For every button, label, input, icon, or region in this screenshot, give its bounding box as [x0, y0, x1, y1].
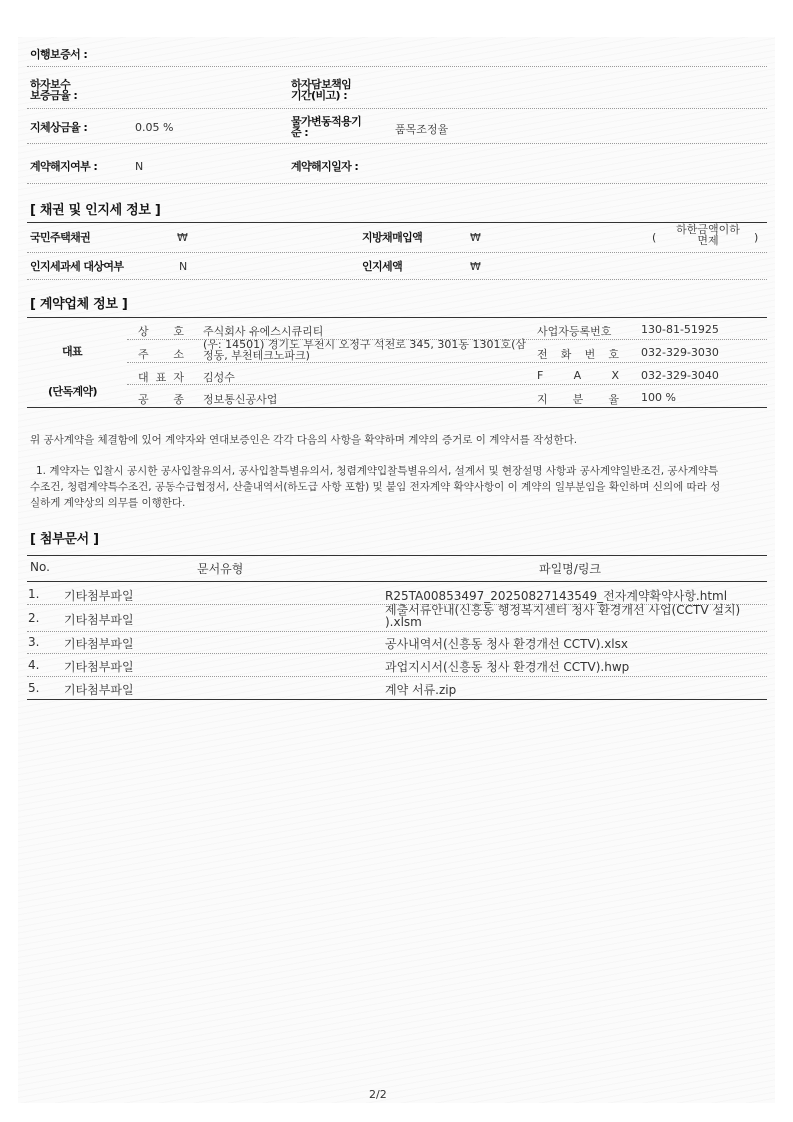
stamp-tax-label: 인지세액 — [362, 260, 403, 273]
row-file-link[interactable]: R25TA00853497_20250827143549_전자계약확약사항.html — [385, 589, 728, 603]
exempt-open-paren: ( — [652, 231, 657, 244]
exempt-note-line2: 면제 — [697, 234, 719, 247]
contract-statement: 위 공사계약을 체결함에 있어 계약자와 연대보증인은 각각 다음의 사항을 확약하며 계약의 증거로 이 계약서를 작성한다. — [30, 434, 578, 446]
attachments-title: [ 첨부문서 ] — [30, 532, 99, 547]
divider — [27, 279, 767, 280]
contractor-role: 대표 — [62, 345, 83, 358]
stamp-tax-value: ₩ — [470, 260, 481, 273]
contractor-role-note: (단독계약) — [48, 385, 97, 398]
exempt-note-line1: 하한금액이하 — [676, 223, 740, 236]
termination-label: 계약해지여부 : — [30, 160, 98, 173]
address-label: 주 소 — [138, 348, 184, 361]
ceo-value: 김성수 — [203, 371, 235, 384]
business-number-label: 사업자등록번호 — [537, 325, 612, 338]
row-type: 기타첨부파일 — [64, 613, 134, 627]
phone-label: 전 화 번 호 — [537, 348, 619, 361]
row-no: 2. — [28, 611, 40, 625]
divider — [127, 362, 767, 363]
performance-bond-label: 이행보증서 : — [30, 48, 88, 61]
header-rule — [27, 581, 767, 582]
price-adjust-label-1: 물가변동적용기 — [291, 115, 362, 128]
row-file-line2: ).xlsm — [385, 615, 422, 629]
national-housing-bond-value: ₩ — [177, 231, 188, 244]
share-label: 지 분 율 — [537, 393, 619, 406]
fax-value: 032-329-3040 — [641, 369, 719, 382]
section-rule — [27, 317, 767, 318]
table-bottom-rule — [27, 699, 767, 700]
col-header-no: No. — [30, 560, 50, 574]
business-number-value: 130-81-51925 — [641, 323, 719, 336]
row-no: 5. — [28, 681, 40, 695]
company-name-value: 주식회사 유에스시큐리티 — [203, 325, 324, 338]
industry-label: 공 종 — [138, 393, 184, 406]
col-header-file: 파일명/링크 — [539, 562, 602, 576]
national-housing-bond-label: 국민주택채권 — [30, 231, 91, 244]
divider — [127, 339, 767, 340]
row-file-link[interactable] — [385, 604, 740, 628]
local-bond-value: ₩ — [470, 231, 481, 244]
page-number: 2/2 — [369, 1088, 387, 1101]
divider — [27, 676, 767, 677]
late-penalty-value: 0.05 % — [135, 121, 174, 134]
row-no: 4. — [28, 658, 40, 672]
defect-period-label-2: 기간(비고) : — [291, 89, 347, 102]
divider — [27, 653, 767, 654]
row-no: 3. — [28, 635, 40, 649]
stamp-tax-target-value: N — [179, 260, 188, 273]
row-type: 기타첨부파일 — [64, 683, 134, 697]
contractor-section-title: [ 계약업체 정보 ] — [30, 297, 128, 312]
section-rule — [27, 555, 767, 556]
divider — [27, 108, 767, 109]
local-bond-label: 지방채매입액 — [362, 231, 423, 244]
row-type: 기타첨부파일 — [64, 589, 134, 603]
divider — [27, 252, 767, 253]
row-file-line1: 제출서류안내(신흥동 행정복지센터 청사 환경개선 사업(CCTV 설치) — [385, 603, 741, 617]
clause-1-line3: 실하게 계약상의 의무를 이행한다. — [30, 497, 186, 509]
row-type: 기타첨부파일 — [64, 660, 134, 674]
row-file-link[interactable]: 계약 서류.zip — [385, 683, 457, 697]
address-value — [203, 339, 526, 361]
phone-value: 032-329-3030 — [641, 346, 719, 359]
divider — [27, 66, 767, 67]
termination-value: N — [135, 160, 144, 173]
address-line1: (우: 14501) 경기도 부천시 오정구 석천로 345, 301동 1301호(삼 — [203, 338, 527, 351]
company-name-label: 상 호 — [138, 325, 184, 338]
price-adjust-label-2: 준 : — [291, 126, 309, 139]
termination-date-label: 계약해지일자 : — [291, 160, 359, 173]
clause-1-line1: 1. 계약자는 입찰시 공시한 공사입찰유의서, 공사입찰특별유의서, 청렴계약입찰특별유의서, 설계서 및 현장설명 사항과 공사계약일반조건, 공사계약특 — [36, 465, 719, 477]
divider — [27, 143, 767, 144]
divider — [127, 384, 767, 385]
section-rule — [27, 222, 767, 223]
fax-label: F A X — [537, 369, 619, 382]
clause-1-line2: 수조건, 청렴계약특수조건, 공동수급협정서, 산출내역서(하도급 사항 포함) 및 붙임 전자계약 확약사항이 이 계약의 일부분임을 확인하며 신의에 따라 성 — [30, 481, 721, 493]
stamp-tax-target-label: 인지세과세 대상여부 — [30, 260, 124, 273]
row-no: 1. — [28, 587, 40, 601]
late-penalty-label: 지체상금율 : — [30, 121, 88, 134]
defect-bond-label-2: 보증금율 : — [30, 89, 78, 102]
share-value: 100 % — [641, 391, 676, 404]
ceo-label: 대 표 자 — [138, 371, 184, 384]
row-file-link[interactable]: 과업지시서(신흥동 청사 환경개선 CCTV).hwp — [385, 660, 630, 674]
col-header-type: 문서유형 — [197, 562, 244, 576]
divider — [27, 183, 767, 184]
section-rule — [27, 407, 767, 408]
divider — [27, 631, 767, 632]
defect-bond-label-1: 하자보수 — [30, 78, 71, 91]
row-file-link[interactable]: 공사내역서(신흥동 청사 환경개선 CCTV).xlsx — [385, 637, 628, 651]
exempt-note — [672, 224, 744, 246]
price-adjust-value: 품목조정율 — [395, 123, 449, 136]
bond-section-title: [ 채권 및 인지세 정보 ] — [30, 203, 161, 218]
exempt-close-paren: ) — [754, 231, 759, 244]
address-line2: 정동, 부천테크노파크) — [203, 349, 310, 362]
row-type: 기타첨부파일 — [64, 637, 134, 651]
industry-value: 정보통신공사업 — [203, 393, 278, 406]
document-page — [18, 37, 775, 1103]
defect-period-label-1: 하자담보책임 — [291, 78, 352, 91]
